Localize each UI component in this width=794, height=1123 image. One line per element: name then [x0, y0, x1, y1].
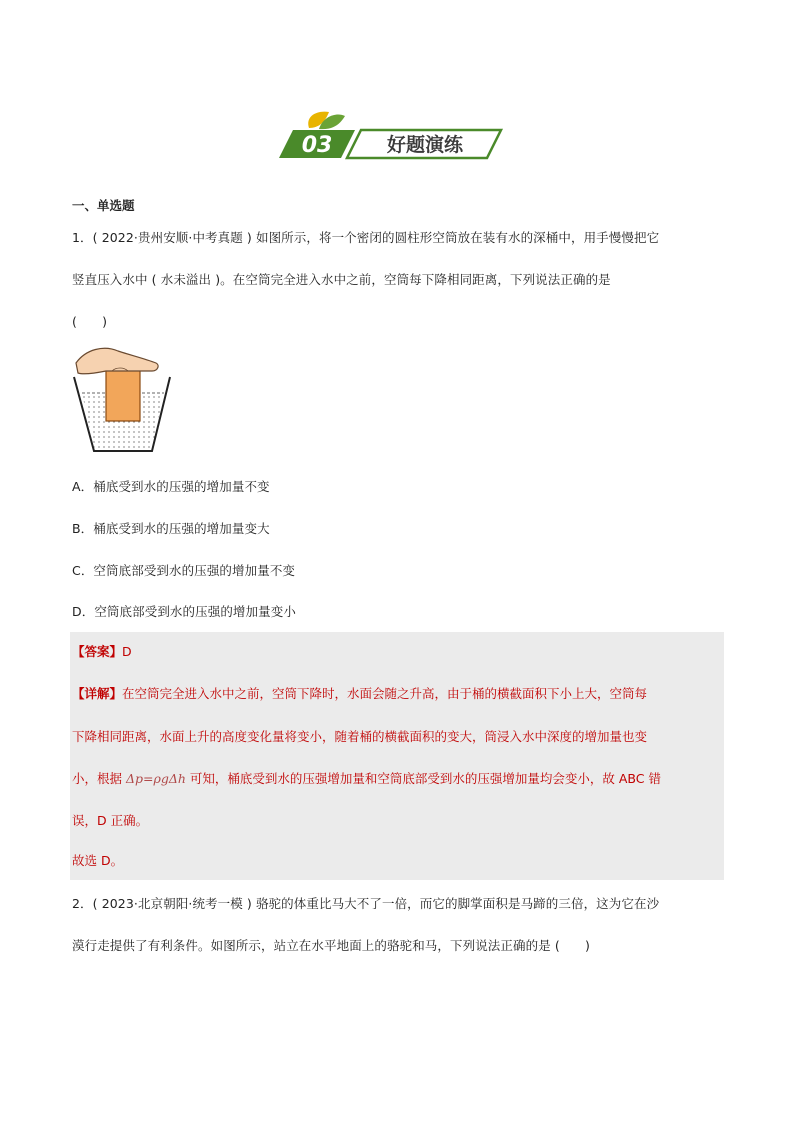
- banner-title: 好题演练: [386, 134, 464, 156]
- q1-detail-line3: 小，根据 Δp=ρgΔh 可知，桶底受到水的压强增加量和空筒底部受到水的压强增加量均会变小，故 ABC 错: [72, 771, 661, 786]
- q1-detail-line4: 误，D 正确。: [72, 813, 149, 828]
- q1-option-c: C．空筒底部受到水的压强的增加量不变: [72, 563, 296, 578]
- detail-formula: Δp=ρgΔh: [125, 771, 186, 786]
- answer-box: [70, 632, 724, 880]
- section-title: 一、单选题: [72, 198, 135, 213]
- banner-graphic: [279, 108, 505, 160]
- q1-option-d: D．空筒底部受到水的压强的增加量变小: [72, 604, 296, 619]
- q1-stem-line1: 1．( 2022·贵州安顺·中考真题 ) 如图所示，将一个密闭的圆柱形空筒放在装有水的深桶中，用手慢慢把它: [72, 230, 660, 245]
- detail-tag: 【详解】: [72, 686, 123, 701]
- banner-number: 03: [301, 133, 333, 158]
- q1-conclusion: 故选 D。: [72, 853, 124, 868]
- q1-answer-paren: ( ): [72, 314, 108, 329]
- q2-stem-line1: 2．( 2023·北京朝阳·统考一模 ) 骆驼的体重比马大不了一倍，而它的脚掌面积是马蹄的三倍，这为它在沙: [72, 896, 660, 911]
- answer-tag: 【答案】: [72, 644, 123, 659]
- q1-detail-line1: 【详解】在空筒完全进入水中之前，空筒下降时，水面会随之升高，由于桶的横截面积下小上大，空筒每: [72, 686, 648, 701]
- hand-icon: [76, 348, 158, 374]
- q2-stem-line2: 漠行走提供了有利条件。如图所示，站立在水平地面上的骆驼和马，下列说法正确的是 ( ): [72, 938, 591, 953]
- section-banner: [279, 108, 505, 160]
- q1-option-a: A．桶底受到水的压强的增加量不变: [72, 479, 270, 494]
- q1-detail-line2: 下降相同距离，水面上升的高度变化量将变小，随着桶的横截面积的变大，筒浸入水中深度的增加量也变: [72, 729, 648, 744]
- q1-figure-bucket: [72, 345, 172, 455]
- q1-option-b: B．桶底受到水的压强的增加量变大: [72, 521, 270, 536]
- answer-value: D: [122, 644, 132, 659]
- q1-answer: [72, 642, 132, 660]
- q1-stem-line2: 竖直压入水中 ( 水未溢出 )。在空筒完全进入水中之前，空筒每下降相同距离，下列说法正确的是: [72, 272, 611, 287]
